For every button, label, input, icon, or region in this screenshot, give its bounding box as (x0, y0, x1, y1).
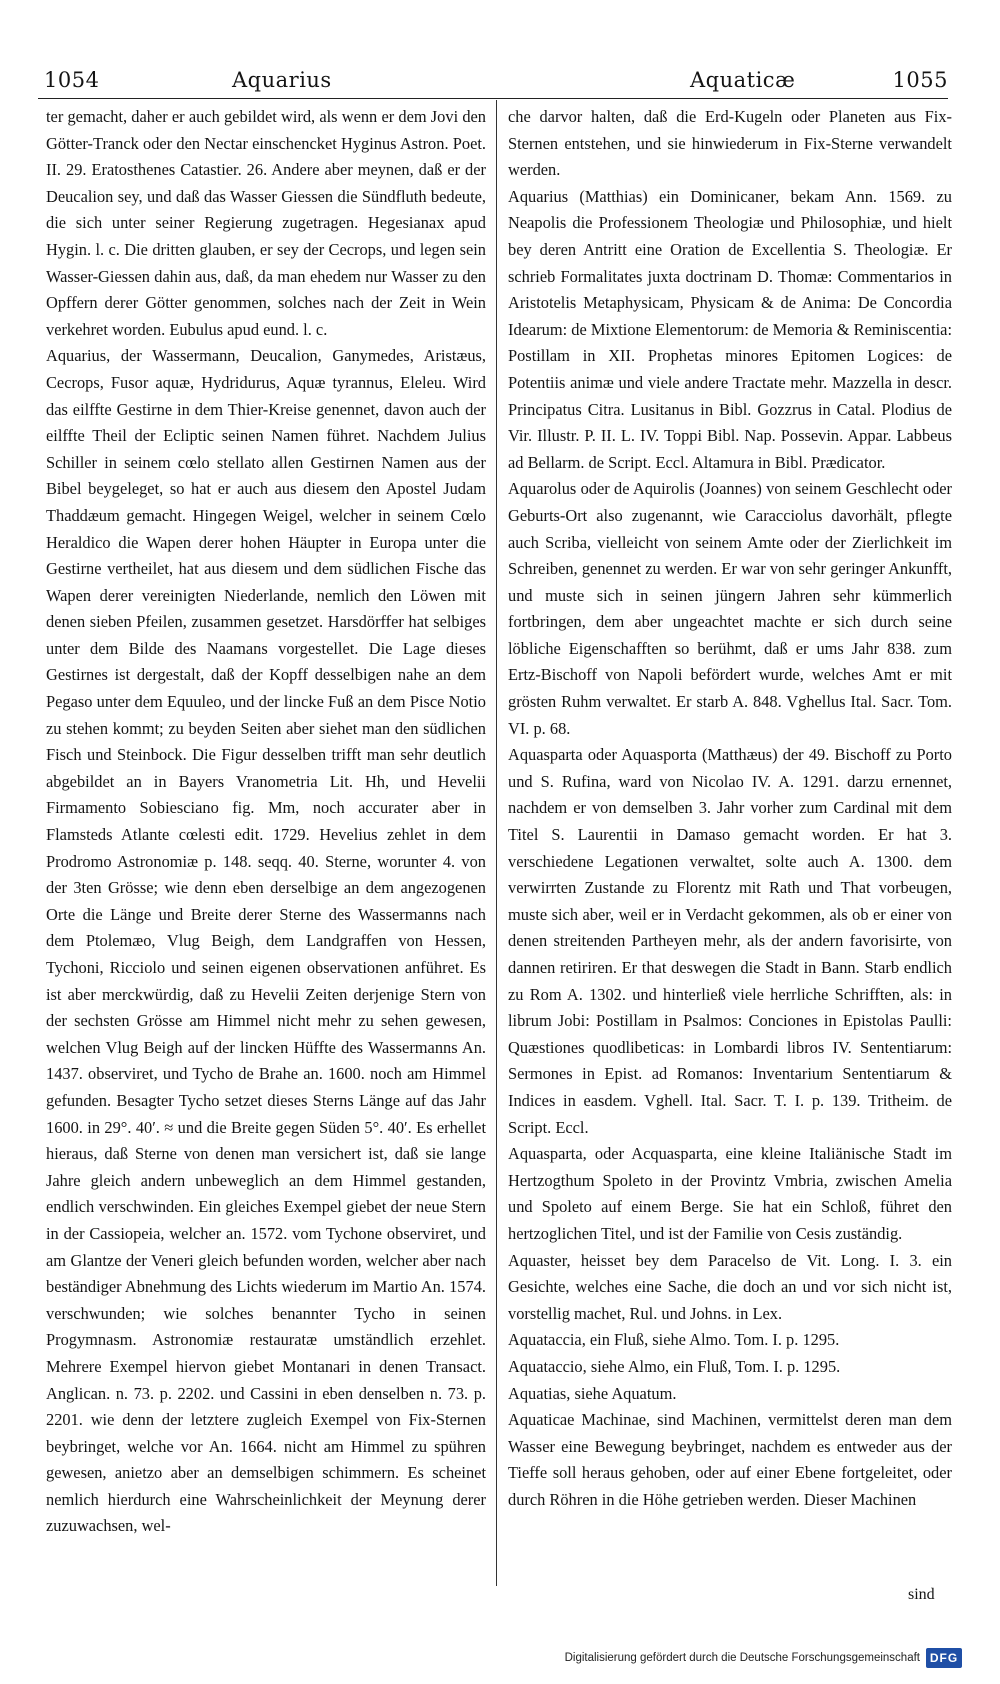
page-header (38, 64, 948, 99)
running-title-right: Aquaticæ (690, 68, 796, 92)
page-number-right: 1055 (892, 68, 948, 92)
right-column (508, 104, 952, 1586)
entry-aquaticae-machinae: Aquaticae Machinae, sind Machinen, vermittelst deren man dem Wasser eine Bewegung beybringet, nachdem es entweder aus der Tieffe soll heraus gehoben, oder auf einer Ebene fortgeleitet, oder durch Röhren in die Höhe getrieben werden. Dieser Machinen (508, 1410, 952, 1509)
left-column (46, 104, 486, 1586)
page-number-left: 1054 (44, 68, 100, 92)
entry-aquatias: Aquatias, siehe Aquatum. (508, 1383, 677, 1403)
entry-aquarius-constellation: Aquarius, der Wassermann, Deucalion, Ganymedes, Aristæus, Cecrops, Fusor aquæ, Hydridurus, Aquæ tyrannus, Eleleu. Wird das eilffte Gestirne in dem Thier-Kreise genennet, davon auch der eilffte Theil der Ecliptic seinen Namen führet. Nachdem Julius Schiller in seinem cœlo stellato allen Gestirnen Namen aus der Bibel beygeleget, so hat er auch aus diesem den Apostel Judam Thaddæum gemacht. Hingegen Weigel, welcher in seinem Cœlo Heraldico die Wapen derer hohen Häupter in Europa unter die Gestirne vertheilet, hat aus diesem und dem südlichen Fische das Wapen derer vereinigten Niederlande, nemlich den Löwen mit denen sieben Pfeilen, zusammen gesetzet. Harsdörffer hat selbiges unter dem Bilde des Naamans vorgestellet. Die Lage dieses Gestirnes ist dergestalt, daß der Kopff desselbigen nahe an dem Pegaso unter dem Equuleo, und der lincke Fuß an dem Pisce Notio zu stehen kommt; zu beyden Seiten aber siehet man den südlichen Fisch und Steinbock. Die Figur desselben trifft man sehr deutlich abgebildet an in Bayers Vranometria Lit. Hh, und Hevelii Firmamento Sobiesciano fig. Mm, noch accurater aber in Flamsteds Atlante cœlesti edit. 1729. Hevelius zehlet in dem Prodromo Astronomiæ p. 148. seqq. 40. Sterne, worunter 4. von der 3ten Grösse; wie denn eben derselbige an dem angezogenen Orte die Länge und Breite derer Sterne des Wassermanns nach dem Ptolemæo, Vlug Beigh, dem Landgraffen von Hessen, Tychoni, Ricciolo und seinen eigenen observationen anführet. Es ist aber merckwürdig, daß zu Hevelii Zeiten derjenige Stern von der sechsten Grösse am Himmel nicht mehr zu sehen gewesen, welchen Vlug Beigh auf der lincken Hüffte des Wassermanns An. 1437. observiret, und Tycho de Brahe an. 1600. noch am Himmel gefunden. Besagter Tycho setzet dieses Sterns Länge auf das Jahr 1600. in 29°. 40′. ≈ und die Breite gegen Süden 5°. 40′. Es erhellet hieraus, daß Sterne von denen man versichert ist, daß sie lange Jahre gleich andern unbeweglich an dem Himmel gestanden, endlich verschwinden. Ein gleiches Exempel giebet der neue Stern in der Cassiopeia, welcher an. 1572. vom Tychone observiret, und am Glantze der Veneri gleich befunden worden, welcher aber nach beständiger Abnehmung des Lichts wiederum im Martio An. 1574. verschwunden; wie solches benannter Tycho in seinen Progymnasm. Astronomiæ restauratæ umständlich erzehlet. Mehrere Exempel hiervon giebet Montanari in denen Transact. Anglican. n. 73. p. 2202. und Cassini in eben denselben n. 73. p. 2201. wie denn der letztere zugleich Exempel von Fix-Sternen beybringet, welche vor An. 1664. nicht am Himmel zu spühren gewesen, anietzo aber an demselbigen schimmern. Es scheinet nemlich hierdurch eine Wahrscheinlichkeit der Meynung derer zuzuwachsen, wel- (46, 346, 486, 1536)
entry-aquaster: Aquaster, heisset bey dem Paracelso de Vit. Long. I. 3. ein Gesichte, welches eine Sache, die doch an und vor sich nicht ist, vorstellig machet, Rul. und Johns. in Lex. (508, 1250, 952, 1323)
entry-aquasparta-matthaeus: Aquasparta oder Aquasporta (Matthæus) der 49. Bischoff zu Porto und S. Rufina, ward von Nicolao IV. A. 1291. darzu ernennet, nachdem er von demselben 3. Jahr vorher zum Cardinal mit dem Titel S. Laurentii in Damaso gemacht worden. Er hat 3. verschiedene Legationen verwaltet, solte auch A. 1300. dem verwirrten Zustande zu Florentz mit Rath und That vorbeugen, muste sich aber, weil er in Verdacht gekommen, als ob er einer von denen streitenden Partheyen mehr, als der andern favorisirte, von dannen retiriren. Er that deswegen die Stadt in Bann. Starb endlich zu Rom A. 1302. und hinterließ viele herrliche Schrifften, als: in librum Jobi: Postillam in Psalmos: Conciones in Epistolas Paulli: Quæstiones quodlibeticas: in Lombardi libros IV. Sententiarum: Sermones in Epist. ad Romanos: Inventarium Sententiarum & Indices in easdem. Vghell. Ital. Sacr. T. I. p. 139. Tritheim. de Script. Eccl. (508, 745, 952, 1137)
entry-aquarius-continued: che darvor halten, daß die Erd-Kugeln oder Planeten aus Fix-Sternen entstehen, und sie hinwiederum in Fix-Sterne verwandelt werden. (508, 107, 952, 180)
entry-aquataccio: Aquataccio, siehe Almo, ein Fluß, Tom. I. p. 1295. (508, 1356, 841, 1376)
catchword: sind (908, 1586, 935, 1603)
entry-aquarius-myth-continued: ter gemacht, daher er auch gebildet wird, als wenn er dem Jovi den Götter-Tranck oder den Nectar einschencket Hyginus Astron. Poet. II. 29. Eratosthenes Catastier. 26. Andere aber meynen, daß er der Deucalion sey, und daß das Wasser Giessen die Sündfluth bedeute, die sich unter seiner Regierung zugetragen. Hegesianax apud Hygin. l. c. Die dritten glauben, er sey der Cecrops, und legen sein Wasser-Giessen dahin aus, daß, da man ehedem nur Wasser zu den Opffern derer Götter genommen, solches nach der Zeit in Wein verkehret worden. Eubulus apud eund. l. c. (46, 107, 486, 339)
digitization-credit: Digitalisierung gefördert durch die Deutsche Forschungsgemeinschaft (564, 1652, 920, 1664)
entry-aquarolus: Aquarolus oder de Aquirolis (Joannes) von seinem Geschlecht oder Geburts-Ort also zugenannt, wie Caracciolus davorhält, pflegte auch Scriba, vielleicht von seinem Amte oder der Zierlichkeit im Schreiben, genennet zu werden. Er war von sehr geringer Ankunfft, und muste sich in seinen jüngern Jahren sehr kümmerlich fortbringen, dem aber ungeachtet machte er sich durch seine löbliche Eigenschafften so berühmt, daß er ums Jahr 838. zum Ertz-Bischoff von Napoli befördert wurde, welches Amt er mit grösten Ruhm verwaltet. Er starb A. 848. Vghellus Ital. Sacr. Tom. VI. p. 68. (508, 479, 952, 738)
entry-aquataccia: Aquataccia, ein Fluß, siehe Almo. Tom. I. p. 1295. (508, 1330, 840, 1350)
entry-aquasparta-town: Aquasparta, oder Acquasparta, eine kleine Italiänische Stadt im Hertzogthum Spoleto in der Provintz Vmbria, zwischen Amelia und Spoleto auf einem Berge. Sie hat ein Schloß, führet den hertzoglichen Titel, und ist der Familie von Cesis zuständig. (508, 1144, 952, 1243)
dfg-logo: DFG (926, 1648, 962, 1668)
column-divider (496, 100, 497, 1586)
entry-aquarius-matthias: Aquarius (Matthias) ein Dominicaner, bekam Ann. 1569. zu Neapolis die Professionem Theologiæ und Philosophiæ, und hielt bey deren Antritt eine Oration de Excellentia S. Theologiæ. Er schrieb Formalitates juxta doctrinam D. Thomæ: Commentarios in Aristotelis Metaphysicam, Physicam & de Anima: De Concordia Idearum: de Mixtione Elementorum: de Memoria & Reminiscentia: Postillam in XII. Prophetas minores Epitomen Logices: de Potentiis animæ und viele andere Tractate mehr. Mazzella in descr. Principatus Citra. Lusitanus in Bibl. Gozzrus in Catal. Plodius de Vir. Illustr. P. II. L. IV. Toppi Bibl. Nap. Possevin. Appar. Labbeus ad Bellarm. de Script. Eccl. Altamura in Bibl. Prædicator. (508, 186, 952, 472)
running-title-left: Aquarius (232, 68, 332, 92)
